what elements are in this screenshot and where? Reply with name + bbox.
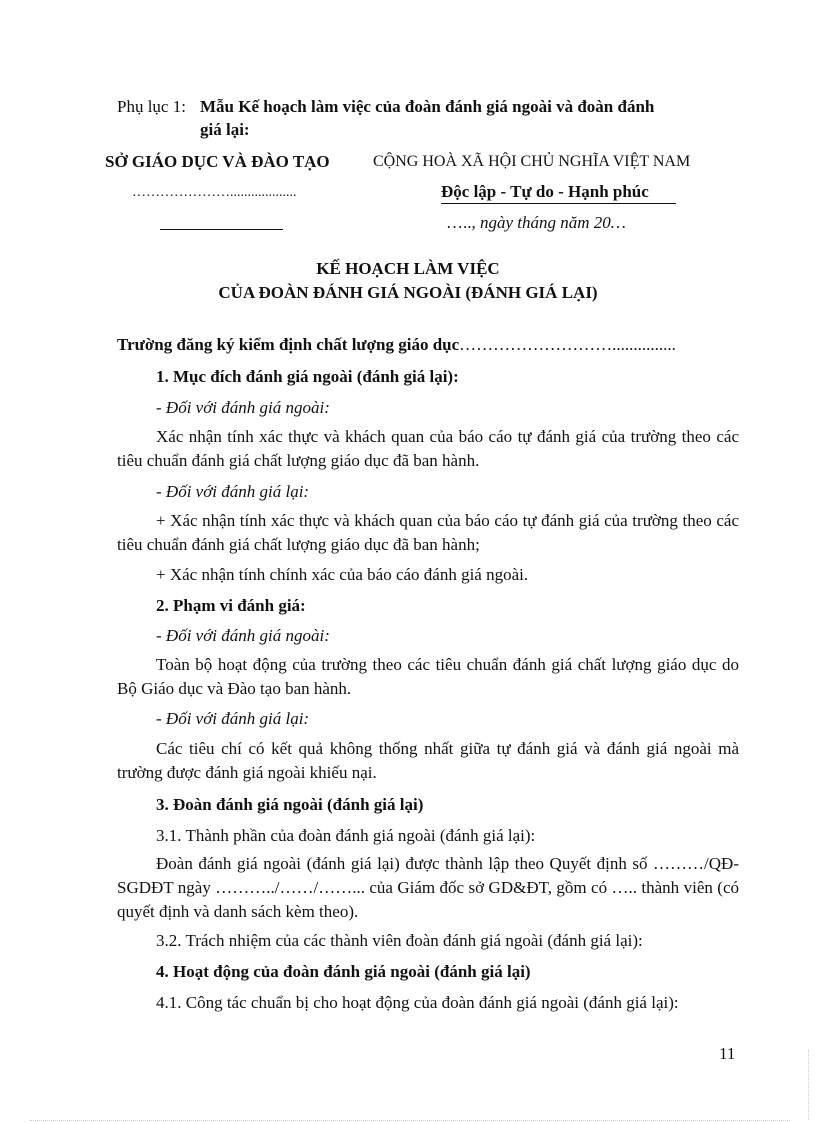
s2-sub-reassess: - Đối với đánh giá lại:: [156, 709, 310, 728]
motto-underline: [441, 203, 676, 204]
s3-para-composition: Đoàn đánh giá ngoài (đánh giá lại) được thành lập theo Quyết định số ………/QĐ-SGDĐT ngày ………../……/……... của Giám đốc sở GD&ĐT, gồm có ….. thành viên (có quyết định và danh sách kèm theo).: [117, 854, 739, 921]
s4-sub-preparation: 4.1. Công tác chuẩn bị cho hoạt động của đoàn đánh giá ngoài (đánh giá lại):: [156, 993, 679, 1012]
date-dots: …..: [446, 213, 472, 232]
page-bottom-edge: [30, 1120, 790, 1121]
header-left-rule: [160, 229, 283, 230]
header-left-dots: …………………...................: [132, 185, 297, 200]
header-date-line: [446, 212, 626, 234]
s3-sub-composition: 3.1. Thành phần của đoàn đánh giá ngoài (đánh giá lại):: [156, 826, 536, 845]
s2-sub-external: - Đối với đánh giá ngoài:: [156, 626, 330, 645]
header-country: CỘNG HOÀ XÃ HỘI CHỦ NGHĨA VIỆT NAM: [373, 153, 691, 170]
s3-sub-responsibility: 3.2. Trách nhiệm của các thành viên đoàn đánh giá ngoài (đánh giá lại):: [156, 931, 643, 950]
s1-heading: 1. Mục đích đánh giá ngoài (đánh giá lại):: [156, 367, 459, 386]
doc-title-line2: CỦA ĐOÀN ĐÁNH GIÁ NGOÀI (ĐÁNH GIÁ LẠI): [218, 283, 598, 302]
school-dots: ………………………...............: [459, 335, 676, 354]
s1-sub-external: - Đối với đánh giá ngoài:: [156, 398, 330, 417]
date-text: , ngày tháng năm 20…: [471, 213, 626, 232]
s1-para-external: Xác nhận tính xác thực và khách quan của báo cáo tự đánh giá của trường theo các tiêu chuẩn đánh giá chất lượng giáo dục đã ban hành.: [117, 427, 739, 470]
s4-heading: 4. Hoạt động của đoàn đánh giá ngoài (đánh giá lại): [156, 962, 531, 981]
s1-para-reassess-1: + Xác nhận tính xác thực và khách quan của báo cáo tự đánh giá của trường theo các tiêu chuẩn đánh giá chất lượng giáo dục đã ban hành;: [117, 511, 739, 554]
s1-para-reassess-2: + Xác nhận tính chính xác của báo cáo đánh giá ngoài.: [156, 565, 529, 584]
school-line: [117, 334, 676, 356]
s2-para-external: Toàn bộ hoạt động của trường theo các tiêu chuẩn đánh giá chất lượng giáo dục do Bộ Giáo dục và Đào tạo ban hành.: [117, 655, 739, 698]
s2-heading: 2. Phạm vi đánh giá:: [156, 596, 306, 615]
s2-para-reassess: Các tiêu chí có kết quả không thống nhất giữa tự đánh giá và đánh giá ngoài mà trường được đánh giá ngoài khiếu nại.: [117, 739, 739, 782]
s3-heading: 3. Đoàn đánh giá ngoài (đánh giá lại): [156, 795, 424, 814]
page-right-edge: [808, 1050, 809, 1120]
appendix-title-line1: Mẫu Kế hoạch làm việc của đoàn đánh giá ngoài và đoàn đánh: [200, 97, 655, 116]
s1-sub-reassess: - Đối với đánh giá lại:: [156, 482, 310, 501]
doc-title-line1: KẾ HOẠCH LÀM VIỆC: [316, 259, 500, 278]
appendix-prefix: Phụ lục 1:: [117, 97, 186, 116]
appendix-title-line2: giá lại:: [200, 120, 250, 139]
page-number: 11: [719, 1044, 736, 1063]
header-left-org: SỞ GIÁO DỤC VÀ ĐÀO TẠO: [105, 152, 330, 171]
header-motto: Độc lập - Tự do - Hạnh phúc: [441, 182, 649, 201]
school-label: Trường đăng ký kiểm định chất lượng giáo dục: [117, 335, 460, 354]
